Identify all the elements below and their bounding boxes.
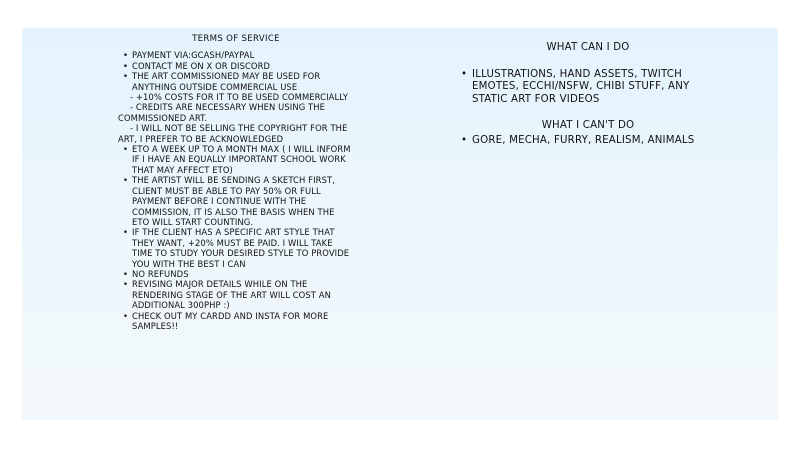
- tos-subnote-text: - I WILL NOT BE SELLING THE COPYRIGHT FOR THE ART, I PREFER TO BE ACKNOWLEDGED: [118, 123, 348, 144]
- services-section: [458, 42, 718, 147]
- tos-item: • THE ART COMMISSIONED MAY BE USED FOR ANYTHING OUTSIDE COMMERCIAL USE: [118, 71, 354, 92]
- tos-item: • NO REFUNDS: [118, 269, 354, 279]
- can-do-list: [458, 69, 718, 107]
- tos-item: • CHECK OUT MY CARDD AND INSTA FOR MORE SAMPLES!!: [118, 311, 354, 332]
- tos-item: • PAYMENT VIA:GCASH/PAYPAL: [118, 50, 354, 60]
- tos-subnote-text: - CREDITS ARE NECESSARY WHEN USING THE COMMISSIONED ART.: [118, 102, 326, 123]
- can-do-title: WHAT CAN I DO: [546, 42, 630, 53]
- tos-title: TERMS OF SERVICE: [192, 34, 280, 44]
- tos-item: • ETO A WEEK UP TO A MONTH MAX ( I WILL INFORM IF I HAVE AN EQUALLY IMPORTANT SCHOOL WORK THAT MAY AFFECT ETO): [118, 144, 354, 175]
- tos-item: • REVISING MAJOR DETAILS WHILE ON THE RENDERING STAGE OF THE ART WILL COST AN ADDITIONAL 300PHP :): [118, 279, 354, 310]
- tos-item: • CONTACT ME ON X OR DISCORD: [118, 61, 354, 71]
- tos-item: • IF THE CLIENT HAS A SPECIFIC ART STYLE THAT THEY WANT, +20% MUST BE PAID. I WILL TAKE TIME TO STUDY YOUR DESIRED STYLE TO PROVIDE YOU WITH THE BEST I CAN: [118, 227, 354, 269]
- cant-do-list: [458, 135, 718, 148]
- tos-subnote: [118, 92, 354, 102]
- tos-subnote: [118, 102, 354, 123]
- tos-list-continued: [118, 144, 354, 331]
- can-do-item: • ILLUSTRATIONS, HAND ASSETS, TWITCH EMOTES, ECCHI/NSFW, CHIBI STUFF, ANY STATIC ART FOR VIDEOS: [458, 69, 718, 107]
- tos-item: • THE ARTIST WILL BE SENDING A SKETCH FIRST, CLIENT MUST BE ABLE TO PAY 50% OR FULL PAYMENT BEFORE I CONTINUE WITH THE COMMISSION, IT IS ALSO THE BASIS WHEN THE ETO WILL START COUNTING.: [118, 175, 354, 227]
- tos-subnote: [118, 123, 354, 144]
- cant-do-title: WHAT I CAN'T DO: [541, 120, 635, 131]
- tos-list: [118, 50, 354, 92]
- tos-subnote-text: - +10% COSTS FOR IT TO BE USED COMMERCIALLY: [130, 92, 349, 103]
- content-panel: [22, 28, 778, 420]
- cant-do-item: • GORE, MECHA, FURRY, REALISM, ANIMALS: [458, 135, 718, 148]
- terms-of-service-section: [118, 34, 354, 331]
